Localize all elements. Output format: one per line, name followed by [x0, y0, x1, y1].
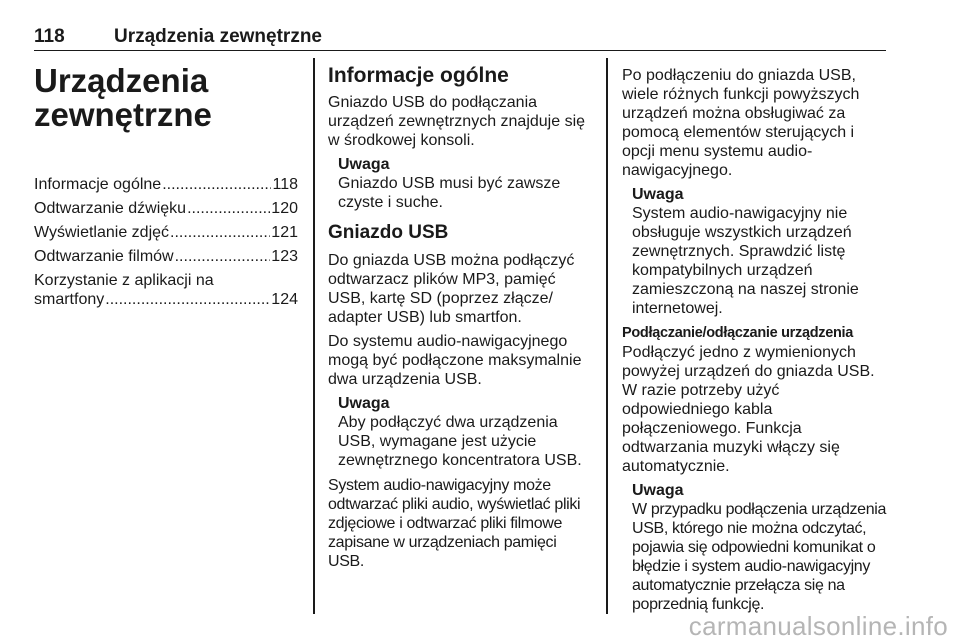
- toc-entry[interactable]: Odtwarzanie dźwięku ..... 120: [34, 199, 298, 218]
- paragraph: Po podłączeniu do gniazda USB, wiele różnych funkcji powyższych urządzeń można obsługiwać za pomocą elementów sterujących i opcji menu systemu audio-nawigacyjnego.: [622, 67, 860, 179]
- paragraph: Do gniazda USB można podłączyć odtwarzacz plików MP3, pamięć USB, kartę SD (poprzez złącze/ adapter USB) lub smartfon.: [328, 252, 575, 326]
- column-divider: [606, 58, 608, 614]
- paragraph: Do systemu audio-nawigacyjnego mogą być podłączone maksymalnie dwa urządzenia USB.: [328, 333, 582, 388]
- toc-entry[interactable]: Informacje ogólne ..... 118: [34, 175, 298, 194]
- table-of-contents: [34, 175, 298, 309]
- paragraph: System audio-nawigacyjny może odtwarzać pliki audio, wyświetlać pliki zdjęciowe i odtwarzać pliki filmowe zapisane w urządzeniach pamięci USB.: [328, 477, 581, 570]
- note-title: Uwaga: [338, 156, 390, 173]
- paragraph: Gniazdo USB do podłączania urządzeń zewnętrznych znajduje się w środkowej konsoli.: [328, 94, 586, 149]
- note-text: System audio-nawigacyjny nie obsługuje wszystkich urządzeń zewnętrznych. Sprawdzić listę kompatybilnych urządzeń zamieszczoną na naszej stronie internetowej.: [632, 205, 859, 317]
- chapter-column: [34, 62, 298, 314]
- note-box: [632, 185, 890, 318]
- note-box: [338, 394, 596, 470]
- note-text: Gniazdo USB musi być zawsze czyste i suche.: [338, 175, 561, 211]
- note-text: Aby podłączyć dwa urządzenia USB, wymagane jest użycie zewnętrznego koncentratora USB.: [338, 414, 582, 469]
- note-box: [338, 155, 596, 212]
- note-title: Uwaga: [632, 186, 684, 203]
- note-text: W przypadku podłączenia urządzenia USB, którego nie można odczytać, pojawia się odpowiedni komunikat o błędzie i system audio-nawigacyjny automatycznie przełącza się na poprzednią funkcję.: [632, 501, 887, 613]
- header-title: Urządzenia zewnętrzne: [114, 26, 322, 47]
- toc-entry[interactable]: Wyświetlanie zdjęć ..... 121: [34, 223, 298, 242]
- subsection-heading: Podłączanie/odłączanie urządzenia: [622, 325, 854, 341]
- section-heading: Informacje ogólne: [328, 64, 509, 87]
- column-divider: [313, 58, 315, 614]
- content-column-middle: [328, 62, 596, 576]
- subsection-heading: Gniazdo USB: [328, 222, 449, 243]
- watermark: carmanualsonline.info: [688, 611, 948, 641]
- note-title: Uwaga: [632, 482, 684, 499]
- paragraph: Podłączyć jedno z wymienionych powyżej urządzeń do gniazda USB. W razie potrzeby użyć odpowiedniego kabla połączeniowego. Funkcja odtwarzania muzyki włączy się automatycznie.: [622, 344, 875, 475]
- page-number: 118: [34, 26, 65, 47]
- toc-entry[interactable]: Odtwarzanie filmów ..... 123: [34, 247, 298, 266]
- page-header: [34, 26, 886, 51]
- chapter-title: Urządzenia zewnętrzne: [34, 62, 212, 133]
- note-title: Uwaga: [338, 395, 390, 412]
- toc-entry[interactable]: Korzystanie z aplikacji na smartfony ..... 124: [34, 271, 298, 309]
- content-column-right: [622, 62, 890, 620]
- note-box: [632, 481, 890, 614]
